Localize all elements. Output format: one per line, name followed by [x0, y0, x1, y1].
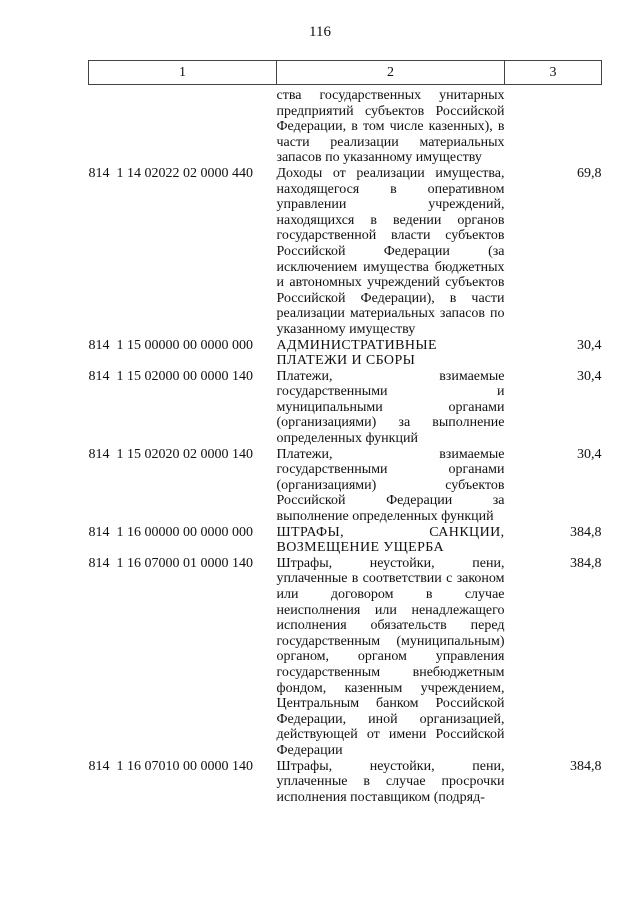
admin-code: 814 — [88, 165, 110, 181]
code-cell — [89, 447, 277, 525]
amount-cell: 30,4 — [577, 337, 602, 353]
description-cell: Штрафы, неустойки, пени, уплаченные в соответствии с законом или договором в случае неисполнения или ненадлежащего исполнения обязательств перед государственным (муниципальным) органом, органом управления государственным внебюджетным фондом, казенным учреждением, Центральным банком Российской Федерации, иной организацией, действующей от имени Российской Федерации — [276, 555, 505, 758]
amount-cell: 384,8 — [570, 524, 602, 540]
admin-code: 814 — [88, 368, 110, 384]
page-number: 116 — [309, 24, 331, 40]
amount-cell: 69,8 — [577, 165, 602, 181]
table-row — [89, 338, 602, 369]
budget-revenue-table — [88, 60, 602, 805]
amount-cell: 30,4 — [577, 368, 602, 384]
code-cell — [89, 525, 277, 556]
admin-code: 814 — [88, 337, 110, 353]
code-cell — [89, 166, 277, 338]
header-description-column: 2 — [277, 61, 505, 85]
table-row — [89, 556, 602, 759]
table-row — [89, 85, 602, 166]
table-row — [89, 447, 602, 525]
budget-classification-code: 1 15 02000 00 0000 140 — [116, 368, 253, 384]
table-row — [89, 759, 602, 806]
table-row — [89, 369, 602, 447]
admin-code: 814 — [88, 555, 110, 571]
table-row — [89, 166, 602, 338]
budget-classification-code: 1 15 02020 02 0000 140 — [116, 446, 253, 462]
description-cell: ШТРАФЫ, САНКЦИИ, ВОЗМЕЩЕНИЕ УЩЕРБА — [276, 524, 505, 556]
budget-classification-code: 1 14 02022 02 0000 440 — [116, 165, 253, 181]
budget-classification-code: 1 16 07000 01 0000 140 — [116, 555, 253, 571]
code-cell — [89, 369, 277, 447]
table-row — [89, 525, 602, 556]
description-cell: Штрафы, неустойки, пени, уплаченные в случае просрочки исполнения поставщиком (подряд- — [276, 758, 505, 805]
amount-cell: 384,8 — [570, 555, 602, 571]
budget-classification-code: 1 15 00000 00 0000 000 — [116, 337, 253, 353]
code-cell — [89, 759, 277, 806]
header-code-column: 1 — [89, 61, 277, 85]
admin-code: 814 — [88, 524, 110, 540]
code-cell — [89, 85, 277, 166]
amount-cell: 30,4 — [577, 446, 602, 462]
admin-code: 814 — [88, 758, 110, 774]
code-cell — [89, 556, 277, 759]
code-cell — [89, 338, 277, 369]
budget-classification-code: 1 16 07010 00 0000 140 — [116, 758, 253, 774]
description-cell: АДМИНИСТРАТИВНЫЕ ПЛАТЕЖИ И СБОРЫ — [276, 337, 437, 369]
description-cell: Платежи, взимаемые государственными и муниципальными органами (организациями) за выполнение определенных функций — [276, 368, 505, 447]
amount-cell — [505, 85, 602, 166]
description-cell: ства государственных унитарных предприятий субъектов Российской Федерации, в том числе казенных), в части реализации материальных запасов по указанному имуществу — [276, 88, 505, 166]
table-header-row — [89, 61, 602, 85]
description-cell: Доходы от реализации имущества, находящегося в оперативном управлении учреждений, находящихся в ведении органов государственной власти субъектов Российской Федерации (за исключением имущества бюджетных и автономных учреждений субъектов Российской Федерации), в части реализации материальных запасов по указанному имуществу — [276, 165, 505, 337]
admin-code: 814 — [88, 446, 110, 462]
amount-cell: 384,8 — [570, 758, 602, 774]
budget-classification-code: 1 16 00000 00 0000 000 — [116, 524, 253, 540]
header-amount-column: 3 — [505, 61, 602, 85]
description-cell: Платежи, взимаемые государственными органами (организациями) субъектов Российской Федерации за выполнение определенных функций — [276, 446, 505, 525]
